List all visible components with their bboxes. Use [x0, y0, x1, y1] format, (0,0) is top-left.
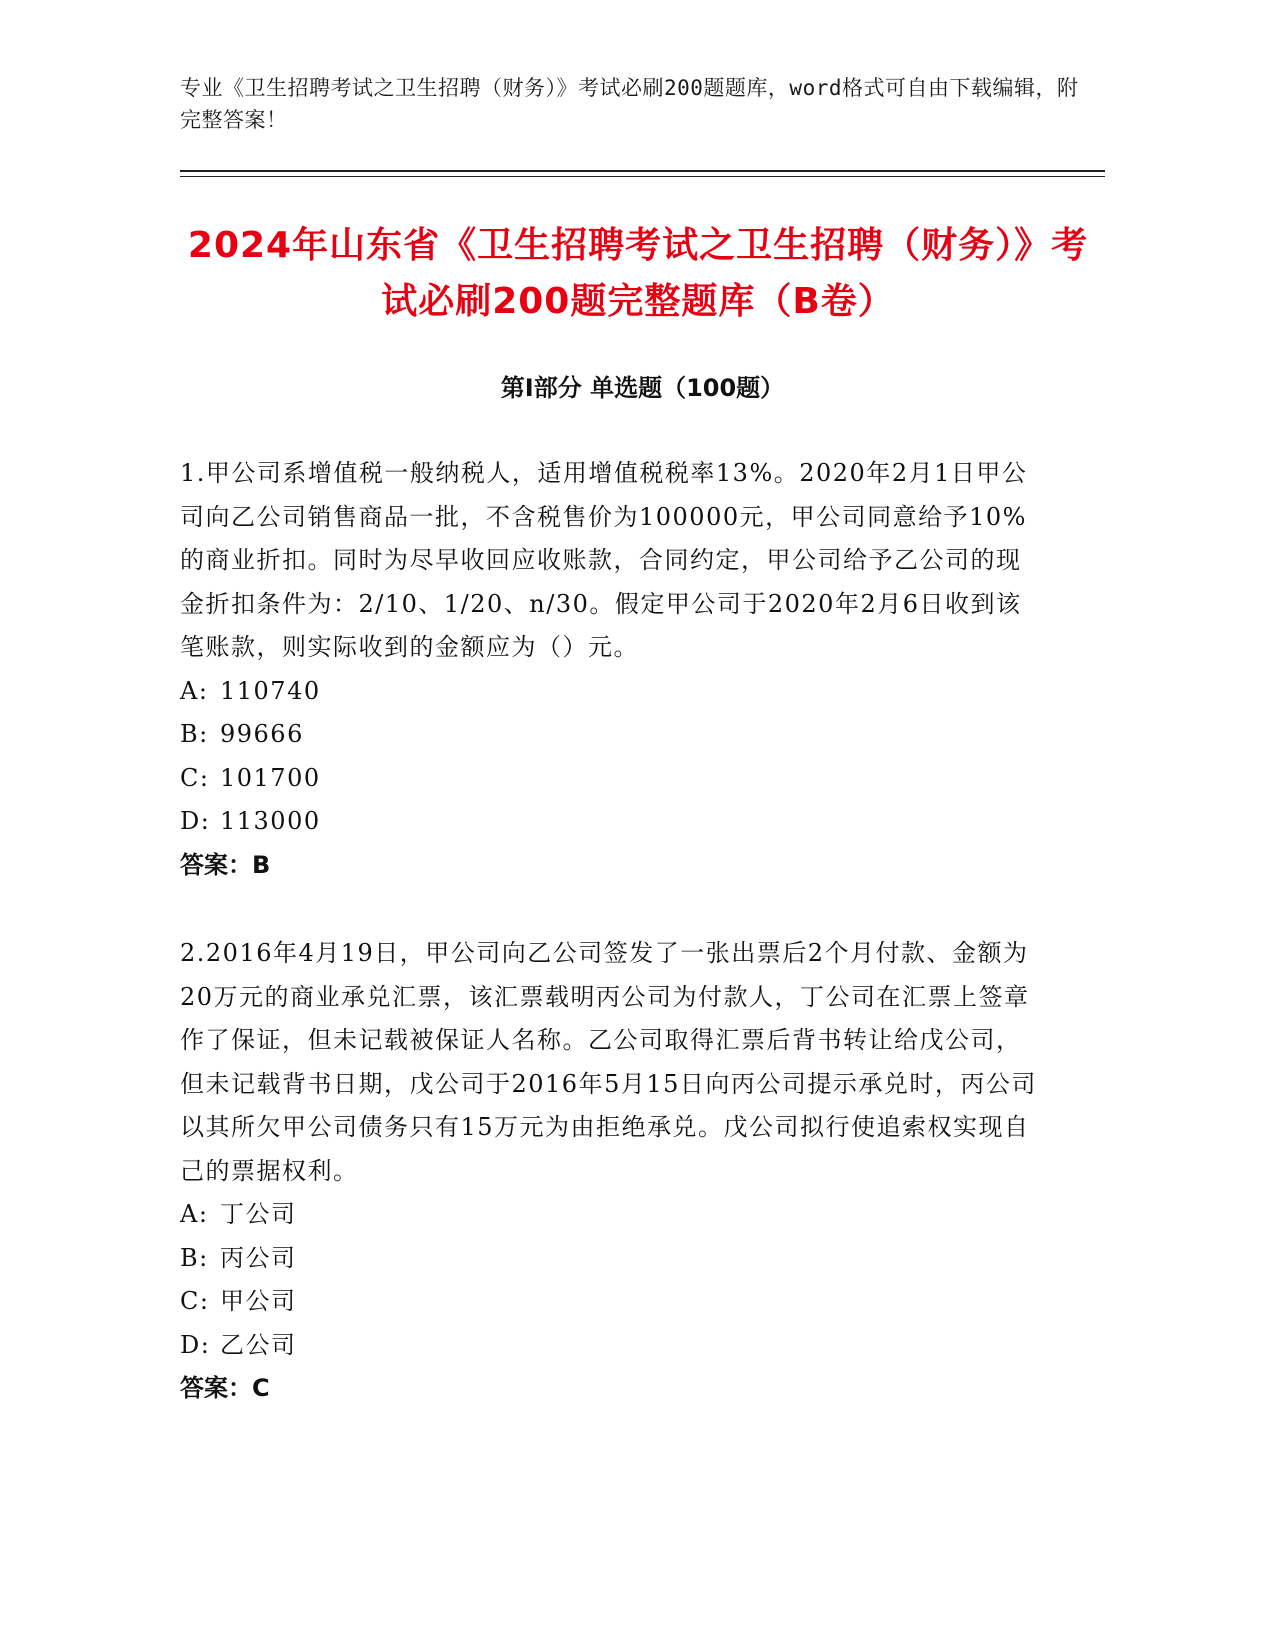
option-a — [180, 670, 1040, 714]
question-text: 甲公司系增值税一般纳税人，适用增值税税率13%。2020年2月1日甲公司向乙公司销售商品一批，不含税售价为100000元，甲公司同意给予10%的商业折扣。同时为尽早收回应收账款，合同约定，甲公司给予乙公司的现金折扣条件为：2/10、1/20、n/30。假定甲公司于2020年2月6日收到该笔账款，则实际收到的金额应为（）元。 — [180, 459, 1028, 661]
option-letter: B: — [180, 1243, 209, 1272]
question-stem — [180, 452, 1040, 670]
option-letter: C: — [180, 1287, 210, 1315]
answer: 答案：B — [180, 850, 271, 879]
header-divider-thick — [180, 170, 1105, 172]
option-text: 99666 — [220, 720, 304, 748]
question-stem — [180, 932, 1040, 1193]
option-a — [180, 1193, 1040, 1237]
answer: 答案：C — [180, 1374, 270, 1402]
option-c — [180, 757, 1040, 801]
question-1 — [180, 452, 1040, 887]
option-text: 丁公司 — [220, 1200, 297, 1228]
question-text: 2016年4月19日，甲公司向乙公司签发了一张出票后2个月付款、金额为20万元的商业承兑汇票，该汇票载明丙公司为付款人，丁公司在汇票上签章作了保证，但未记载被保证人名称。乙公司取得汇票后背书转让给戊公司，但未记载背书日期，戊公司于2016年5月15日向丙公司提示承兑时，丙公司以其所欠甲公司债务只有15万元为由拒绝承兑。戊公司拟行使追索权实现自己的票据权利。 — [180, 939, 1037, 1185]
option-letter: A: — [180, 1200, 209, 1228]
option-letter: D: — [180, 807, 211, 835]
option-text: 113000 — [220, 807, 321, 835]
option-b — [180, 1237, 1040, 1281]
option-d — [180, 800, 1040, 844]
option-b — [180, 713, 1040, 757]
question-number: 1. — [180, 459, 206, 487]
question-2 — [180, 932, 1040, 1411]
option-text: 101700 — [220, 763, 321, 792]
option-c — [180, 1280, 1040, 1324]
option-d — [180, 1324, 1040, 1368]
header-note: 专业《卫生招聘考试之卫生招聘（财务）》考试必刷200题题库，word格式可自由下载编辑，附完整答案！ — [180, 76, 1079, 132]
option-letter: B: — [180, 720, 209, 748]
header-divider-thin — [180, 176, 1105, 177]
document-title: 2024年山东省《卫生招聘考试之卫生招聘（财务）》考试必刷200题完整题库（B卷） — [187, 225, 1089, 322]
option-letter: D: — [180, 1330, 211, 1359]
option-text: 乙公司 — [220, 1330, 297, 1359]
option-letter: C: — [180, 763, 210, 792]
option-text: 丙公司 — [220, 1243, 297, 1272]
option-text: 110740 — [220, 676, 321, 705]
option-letter: A: — [180, 676, 209, 705]
question-number: 2. — [180, 939, 206, 967]
section-title: 第I部分 单选题（100题） — [500, 374, 785, 402]
option-text: 甲公司 — [220, 1287, 297, 1315]
